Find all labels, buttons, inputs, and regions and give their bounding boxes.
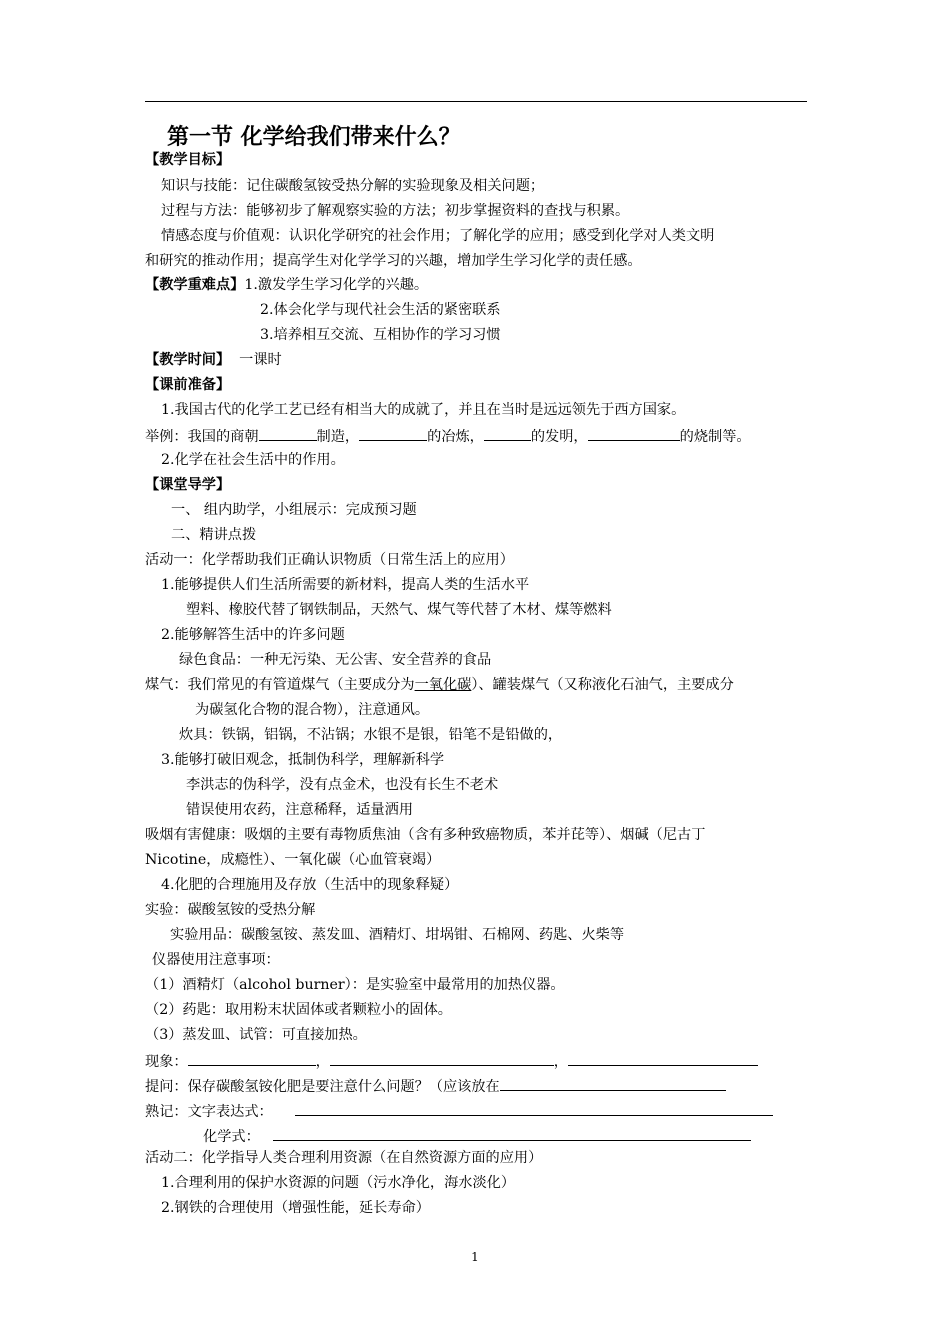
objective-emotion-line1: 情感态度与价值观：认识化学研究的社会作用；了解化学的应用；感受到化学对人类文明 [161,228,715,244]
activity-2-item-1: 1.合理利用的保护水资源的问题（污水净化，海水淡化） [161,1175,516,1191]
memorize-label: 熟记：文字表达式： [145,1104,273,1120]
guide-header: 【课堂导学】 [145,477,231,493]
activity-1-item-3: 3.能够打破旧观念，抵制伪科学，理解新科学 [161,752,445,768]
gas-text-c: ）、罐装煤气（又称液化石油气，主要成分 [471,677,734,693]
guide-step-1: 一、 组内助学，小组展示：完成预习题 [171,502,417,518]
experiment-supplies: 实验用品：碳酸氢铵、蒸发皿、酒精灯、坩埚钳、石棉网、药匙、火柴等 [170,927,625,943]
time-row [145,350,282,370]
key-point-3: 3.培养相互交流、互相协作的学习习惯 [260,327,501,343]
instrument-note-2: （2）药匙：取用粉末状固体或者颗粒小的固体。 [145,1002,452,1018]
experiment-title: 实验：碳酸氢铵的受热分解 [145,902,316,918]
pseudo-science-note: 李洪志的伪科学，没有点金术，也没有长生不老术 [186,777,499,793]
preparation-header: 【课前准备】 [145,377,231,393]
instrument-notes-header: 仪器使用注意事项： [152,952,280,968]
example-text-2: 制造， [316,429,360,445]
formula-label: 化学式： [203,1129,260,1145]
phenomenon-blank-3[interactable] [568,1050,758,1066]
blank-invention[interactable] [484,425,531,441]
objective-process: 过程与方法：能够初步了解观察实验的方法；初步掌握资料的查找与积累。 [161,203,630,219]
phenomenon-blank-1[interactable] [188,1050,316,1066]
chemical-formula-blank[interactable] [273,1125,751,1141]
instrument-note-1: （1）酒精灯（alcohol burner）：是实验室中最常用的加热仪器。 [145,977,565,993]
gas-line-2: 为碳氢化合物的混合物），注意通风。 [195,702,430,718]
pesticide-note: 错误使用农药，注意稀释，适量洒用 [186,802,414,818]
page-title: 第一节 化学给我们带来什么？ [167,125,461,150]
example-text-4: 的发明， [530,429,588,445]
gas-text-a: 煤气：我们常见的有管道煤气（主要成分为 [145,677,415,693]
activity-2-heading: 活动二：化学指导人类合理利用资源（在自然资源方面的应用） [145,1150,543,1166]
question-text: 提问：保存碳酸氢铵化肥是要注意什么问题？（应该放在 [145,1079,500,1095]
example-text-5: 的烧制等。 [679,429,751,445]
question-blank[interactable] [500,1075,726,1091]
blank-smelting[interactable] [359,425,427,441]
activity-1-heading: 活动一：化学帮助我们正确认识物质（日常生活上的应用） [145,552,514,568]
phenomenon-comma-2: ， [553,1054,568,1070]
activity-1-item-2: 2.能够解答生活中的许多问题 [161,627,345,643]
activity-1-item-1: 1.能够提供人们生活所需要的新材料，提高人类的生活水平 [161,577,530,593]
example-text-3: 的冶炼， [427,429,484,445]
word-equation-blank[interactable] [295,1100,773,1116]
example-text-1: 举例：我国的商朝 [145,429,259,445]
cookware-note: 炊具：铁锅，铝锅，不沾锅；水银不是银，铅笔不是铅做的， [179,727,563,743]
gas-line-1 [145,675,734,695]
header-rule [145,101,807,102]
activity-1-item-4: 4.化肥的合理施用及存放（生活中的现象释疑） [161,877,459,893]
smoking-line-1: 吸烟有害健康：吸烟的主要有毒物质焦油（含有多种致癌物质，苯并芘等）、烟碱（尼古丁 [145,827,706,843]
key-point-1: 1.激发学生学习化学的兴趣。 [244,277,429,293]
green-food-definition: 绿色食品：一种无污染、无公害、安全营养的食品 [179,652,492,668]
preparation-example [145,425,751,447]
preparation-item-1: 1.我国古代的化学工艺已经有相当大的成就了，并且在当时是远远领先于西方国家。 [161,402,686,418]
objective-knowledge: 知识与技能：记住碳酸氢铵受热分解的实验现象及相关问题； [161,178,545,194]
phenomenon-row [145,1050,758,1072]
key-points-header: 【教学重难点】 [145,277,245,293]
blank-shang-dynasty[interactable] [259,425,317,441]
preparation-item-2: 2.化学在社会生活中的作用。 [161,452,345,468]
instrument-note-3: （3）蒸发皿、试管：可直接加热。 [145,1027,367,1043]
page-number: 1 [471,1250,479,1264]
phenomenon-label: 现象： [145,1054,188,1070]
smoking-line-2: Nicotine，成瘾性）、一氧化碳（心血管衰竭） [145,852,441,868]
objectives-header: 【教学目标】 [145,152,231,168]
question-row [145,1075,726,1097]
time-header: 【教学时间】 [145,352,231,368]
guide-step-2: 二、精讲点拨 [171,527,257,543]
activity-1-item-1-detail: 塑料、橡胶代替了钢铁制品，天然气、煤气等代替了木材、煤等燃料 [186,602,612,618]
blank-firing[interactable] [588,425,680,441]
memorize-row [145,1100,773,1122]
key-points-row [145,275,428,295]
phenomenon-comma-1: ， [315,1054,330,1070]
phenomenon-blank-2[interactable] [330,1050,554,1066]
activity-2-item-2: 2.钢铁的合理使用（增强性能，延长寿命） [161,1200,430,1216]
gas-underlined-co: 一氧化碳 [414,677,472,693]
objective-emotion-line2: 和研究的推动作用；提高学生对化学学习的兴趣，增加学生学习化学的责任感。 [145,253,642,269]
time-value: 一课时 [239,352,282,368]
key-point-2: 2.体会化学与现代社会生活的紧密联系 [260,302,501,318]
formula-row [203,1125,751,1147]
